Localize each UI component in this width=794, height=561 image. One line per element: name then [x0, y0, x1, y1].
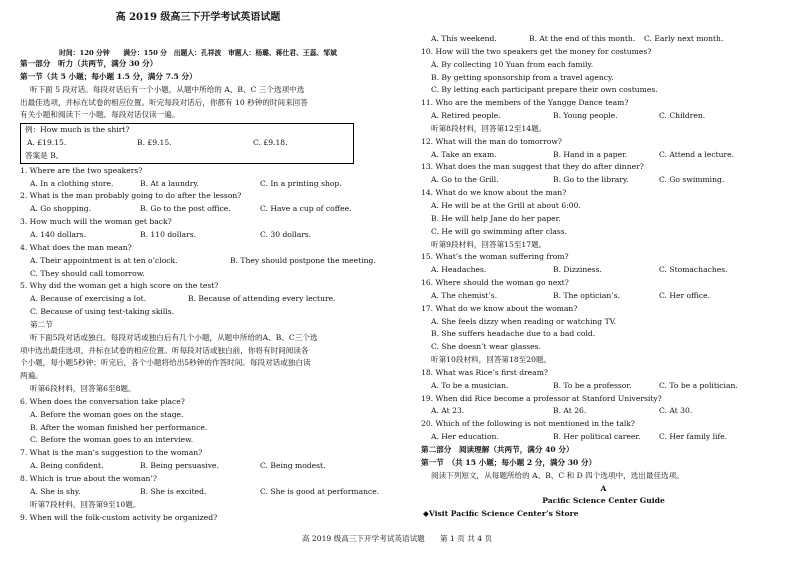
question: 7. What is the man’s suggestion to the woman?: [20, 448, 203, 458]
material-note: 听第10段材料，回答第18至20题。: [431, 355, 552, 365]
passage-letter: A: [600, 483, 607, 493]
sec1-title: 第一节（共 5 小题；每小题 1.5 分，满分 7.5 分）: [20, 71, 197, 81]
option: B. At a laundry.: [140, 178, 200, 188]
option: A. She feels dizzy when reading or watching TV.: [431, 316, 617, 326]
question: 14. What do we know about the man?: [421, 188, 567, 198]
option: B. She suffers headache due to a bad cold.: [431, 329, 596, 339]
option: A. Go shopping.: [30, 204, 92, 214]
option: A. Before the woman goes on the stage.: [30, 409, 184, 419]
option: A. 140 dollars.: [30, 229, 86, 239]
option: B. Her political career.: [553, 432, 641, 442]
header-title: 高 2019 级高三下开学考试英语试题: [115, 12, 281, 23]
sec2-intro: 项中选出最佳选项，并标在试卷的相应位置。听每段对话或独白前，你将有时间阅读各: [20, 345, 309, 355]
question: 12. What will the man do tomorrow?: [421, 136, 562, 146]
option: C. Have a cup of coffee.: [260, 204, 352, 214]
part2-sec1-title: 第一节 （共 15 小题；每小题 2 分，满分 30 分）: [421, 457, 597, 467]
option: B. He will help Jane do her paper.: [431, 213, 561, 223]
option: C. 30 dollars.: [260, 229, 312, 239]
option: B. At 26.: [553, 406, 587, 416]
option: C. Her office.: [659, 290, 711, 300]
option: B. Hand in a paper.: [553, 149, 628, 159]
sec1-intro: 有关小题和阅读下一小题。每段对话仅读一遍。: [20, 110, 180, 120]
sec2-intro: 两遍。: [20, 371, 43, 381]
option: C. Being modest.: [260, 461, 326, 471]
options: [20, 460, 398, 473]
option: B. At the end of this month.: [529, 34, 636, 43]
example-options: [25, 137, 349, 150]
option: C. Go swimming.: [659, 175, 725, 185]
material-note: 听第6段材料，回答第6至8题。: [30, 384, 136, 394]
option: A. Her education.: [431, 432, 499, 442]
options: [431, 174, 776, 187]
option: A. By collecting 10 Yuan from each family.: [431, 59, 594, 69]
option: A. To be a musician.: [431, 380, 509, 390]
options: [431, 405, 776, 418]
option: B. To be a professor.: [553, 380, 632, 390]
example-answer: 答案是 B。: [25, 150, 64, 160]
option: B. They should postpone the meeting.: [230, 255, 376, 265]
options: [431, 431, 776, 444]
option: B. £9.15.: [137, 138, 172, 148]
option: A. At 23.: [431, 406, 465, 416]
question: 5. Why did the woman get a high score on the test?: [20, 281, 219, 291]
options: [20, 293, 398, 306]
option: A. Take an exam.: [431, 149, 497, 159]
options: [20, 178, 398, 191]
options: [431, 264, 776, 277]
question: 16. Where should the woman go next?: [421, 278, 569, 288]
option: B. By getting sponsorship from a travel agency.: [431, 72, 614, 82]
question: 13. What does the man suggest that they do after dinner?: [421, 162, 644, 172]
option: B. Go to the library.: [553, 175, 629, 185]
option: A. Retired people.: [431, 111, 501, 121]
option: A. The chemist’s.: [431, 290, 498, 300]
material-note: 听第7段材料，回答第9至10题。: [30, 499, 141, 509]
option: C. She doesn’t wear glasses.: [431, 342, 541, 352]
left-column: [20, 58, 398, 524]
option: A. Being confident.: [30, 461, 104, 471]
material-note: 听第8段材料，回答第12至14题。: [431, 123, 547, 133]
sec2-title: 第二节: [30, 319, 53, 329]
options: [431, 380, 776, 393]
option: C. £9.18.: [253, 138, 288, 148]
option: C. In a printing shop.: [260, 178, 342, 188]
options: [431, 33, 776, 46]
options: [431, 110, 776, 123]
question: 4. What does the man mean?: [20, 242, 132, 252]
question: 1. Where are the two speakers?: [20, 165, 143, 175]
passage-title: Pacific Science Center Guide: [542, 496, 665, 506]
material-note: 听第9段材料，回答第15至17题。: [431, 239, 547, 249]
option: B. 110 dollars.: [140, 229, 197, 239]
part2-intro: 阅读下列短文，从每题所给的 A、B、C 和 D 四个选项中，选出最佳选项。: [431, 470, 684, 480]
question: 19. When did Rice become a professor at Stanford University?: [421, 393, 662, 403]
sec1-intro: 听下面 5 段对话。每段对话后有一个小题，从题中所给的 A、B、C 三个选项中选: [30, 84, 305, 94]
options: [20, 255, 398, 268]
sec2-intro: 听下面5段对话或独白。每段对话或独白后有几个小题，从题中所给的A、B、C三个选: [30, 332, 318, 342]
question: 10. How will the two speakers get the money for costumes?: [421, 46, 652, 56]
question: 6. When does the conversation take place?: [20, 396, 185, 406]
option: B. Being persuasive.: [140, 461, 219, 471]
option: A. In a clothing store.: [30, 178, 114, 188]
options: [20, 203, 398, 216]
option: B. Because of attending every lecture.: [188, 294, 336, 304]
right-column: [421, 33, 776, 521]
option: A. Because of exercising a lot.: [30, 294, 147, 304]
option: B. The optician’s.: [553, 290, 621, 300]
part1-title: 第一部分 听力（共两节，满分 30 分）: [20, 59, 158, 68]
option: B. Go to the post office.: [140, 204, 231, 214]
page-footer: 高 2019 级高三下开学考试英语试题 第 1 页 共 4 页: [301, 534, 493, 543]
part2-title: 第二部分 阅读理解（共两节，满分 40 分）: [421, 445, 574, 454]
question: 20. Which of the following is not mentioned in the talk?: [421, 419, 635, 429]
example-question: 例：How much is the shirt?: [25, 125, 130, 135]
options: [431, 290, 776, 303]
sec2-intro: 个小题，每小题5秒钟；听完后，各个小题将给出5秒钟的作答时间。每段对话或独白读: [20, 358, 311, 368]
option: C. Children.: [659, 111, 706, 121]
option: C. Because of using test-taking skills.: [30, 307, 175, 317]
option: C. To be a politician.: [659, 380, 738, 390]
option: B. Dizziness.: [553, 265, 602, 275]
sec1-intro: 出最佳选项，并标在试卷的相应位置。听完每段对话后，你都有 10 秒钟的时间来回答: [20, 97, 308, 107]
options: [431, 149, 776, 162]
option: A. Their appointment is at ten o’clock.: [30, 255, 178, 265]
question: 11. Who are the members of the Yangge Dance team?: [421, 98, 629, 108]
option: A. He will be at the Grill at about 6:00.: [431, 200, 581, 210]
question: 15. What’s the woman suffering from?: [421, 252, 569, 262]
question: 3. How much will the woman get back?: [20, 217, 172, 227]
option: B. After the woman finished her performance.: [30, 422, 208, 432]
option: C. Stomachaches.: [659, 265, 728, 275]
option: A. This weekend.: [431, 34, 497, 43]
options: [20, 486, 398, 499]
option: C. Attend a lecture.: [659, 149, 735, 159]
options: [20, 229, 398, 242]
option: A. £19.15.: [27, 138, 67, 148]
question: 18. What was Rice’s first dream?: [421, 367, 548, 377]
question: 17. What do we know about the woman?: [421, 303, 578, 313]
option: C. She is good at performance.: [260, 486, 380, 496]
question: 2. What is the man probably going to do after the lesson?: [20, 191, 242, 201]
question: 8. Which is true about the woman’?: [20, 474, 157, 483]
option: C. They should call tomorrow.: [30, 268, 145, 278]
option: C. Early next month.: [644, 34, 724, 43]
option: C. At 30.: [659, 406, 693, 416]
option: A. Go to the Grill.: [431, 175, 499, 185]
header-meta: 时间：120 分钟 满分：150 分 出题人：孔祥波 审题人：杨璐、蒋仕君、王蕊、邹斌: [59, 49, 337, 57]
question: 9. When will the folk-custom activity be organized?: [20, 512, 218, 522]
option: A. She is shy.: [30, 486, 81, 496]
option: C. He will go swimming after class.: [431, 226, 568, 236]
passage-subtitle: ◆Visit Pacific Science Center’s Store: [423, 509, 579, 519]
option: B. She is excited.: [140, 486, 207, 496]
option: C. Before the woman goes to an interview.: [30, 435, 194, 445]
option: C. Her family life.: [659, 432, 728, 442]
option: B. Young people.: [553, 111, 618, 121]
option: A. Headaches.: [431, 265, 487, 275]
example-box: [20, 123, 354, 164]
option: C. By letting each participant prepare their own costumes.: [431, 85, 658, 95]
